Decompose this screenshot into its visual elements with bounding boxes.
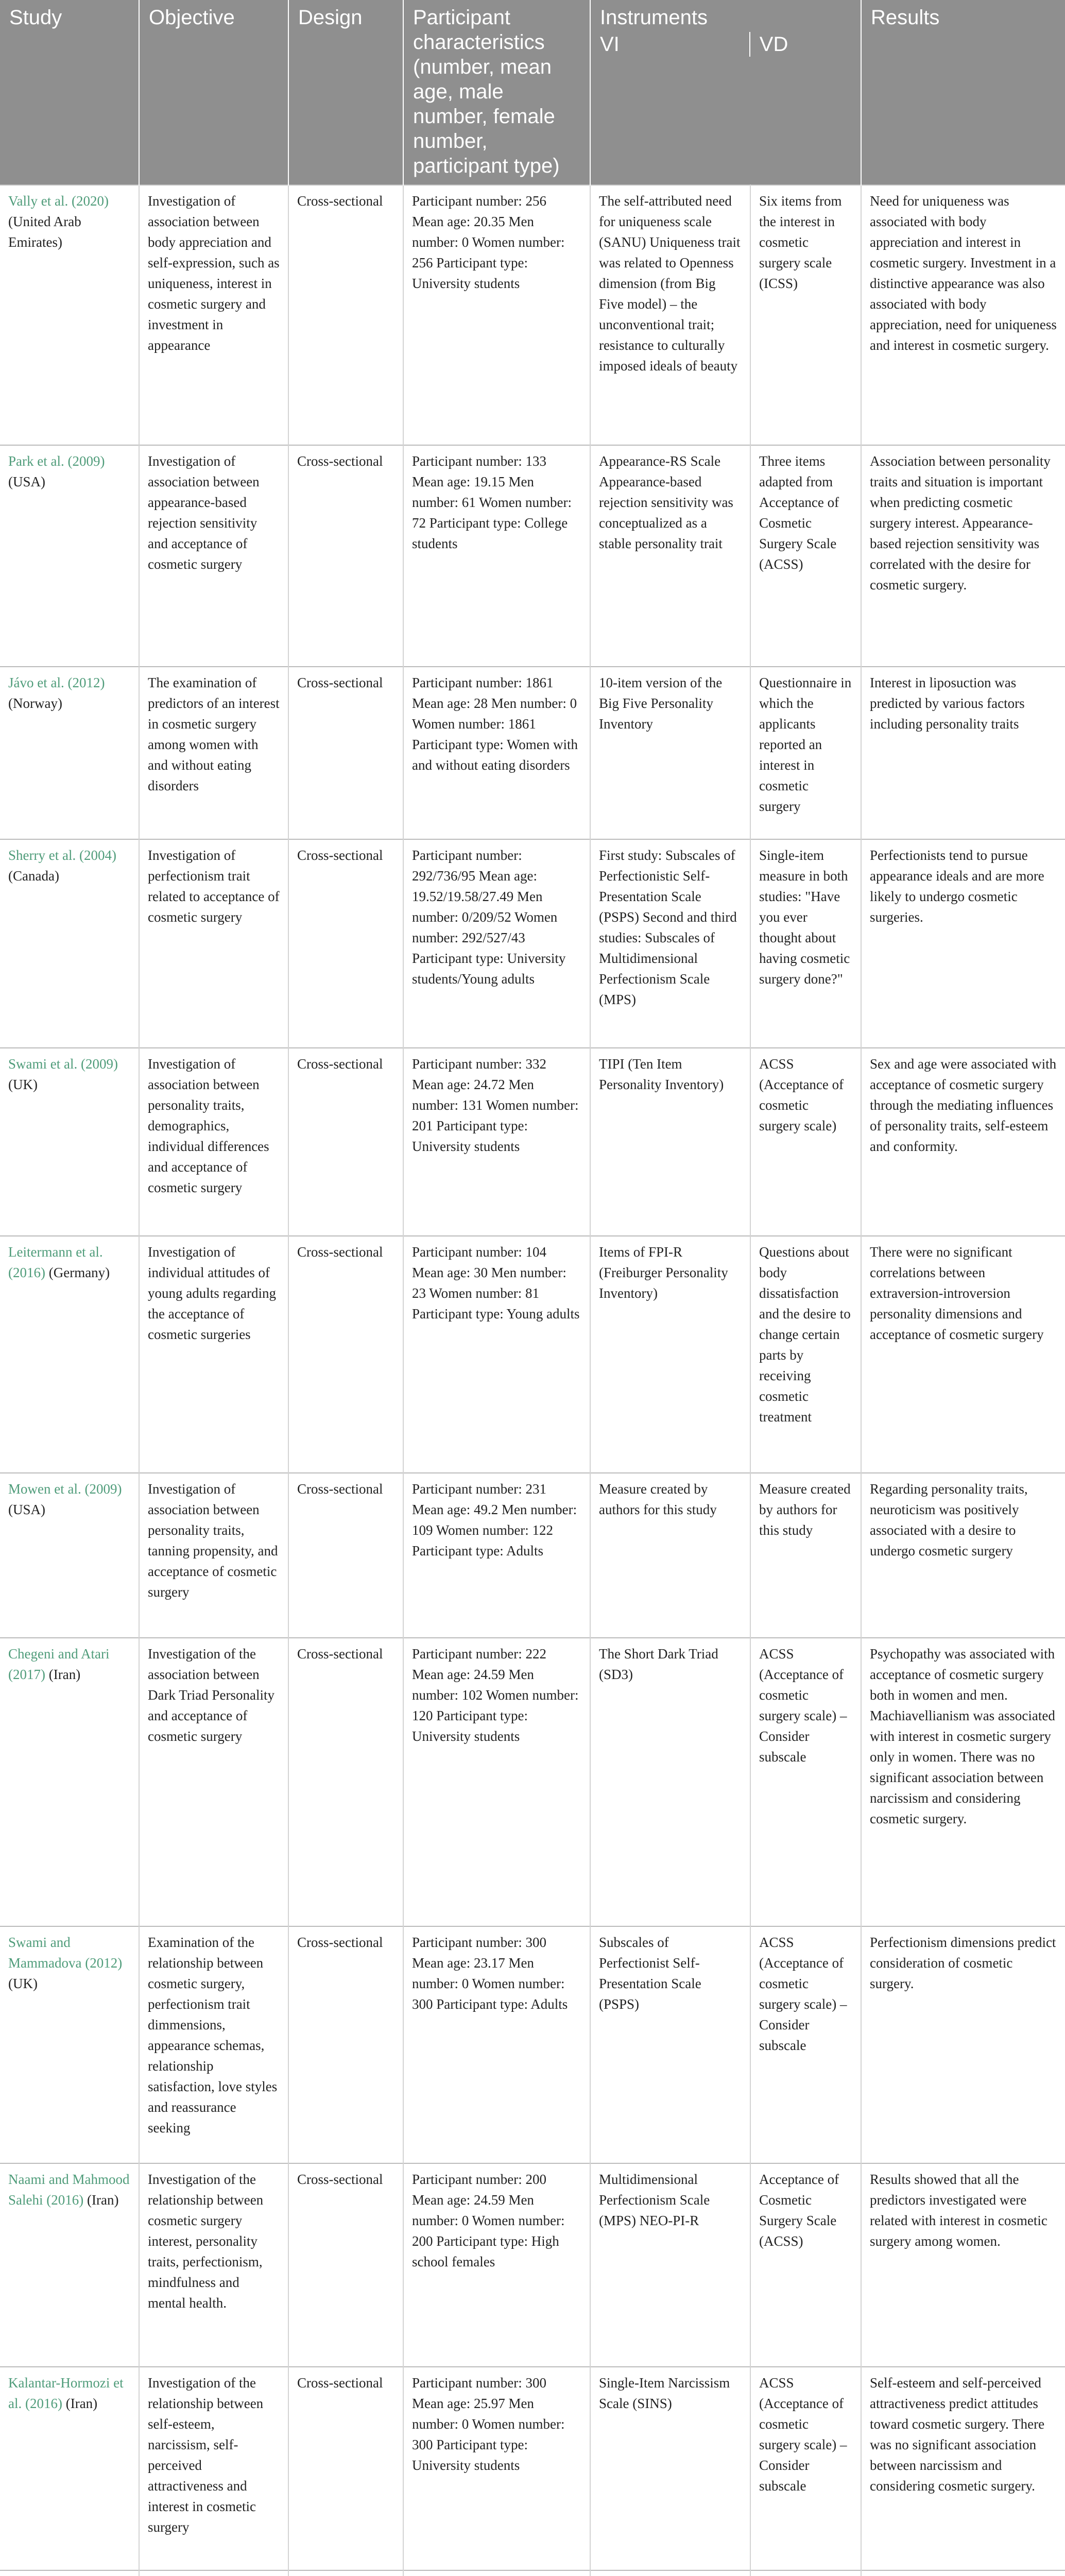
header-instruments xyxy=(590,0,861,185)
instrument-vd-cell: ACSS (Acceptance of cosmetic surgery scale) xyxy=(750,1048,861,1236)
table-row xyxy=(0,1638,1065,1926)
study-reference-link[interactable]: Kalantar-Hormozi et al. (2016) xyxy=(8,2375,124,2411)
instrument-vd-cell: Three items adapted from Acceptance of Cosmetic Surgery Scale (ACSS) xyxy=(750,445,861,667)
instrument-vi-cell: Items of FPI-R (Freiburger Personality Inventory) xyxy=(590,1236,750,1473)
objective-cell: Investigation of association between personality traits, tanning propensity, and acceptance of cosmetic surgery xyxy=(139,1473,288,1638)
results-cell: Sex and age were associated with acceptance of cosmetic surgery through the mediating influences of personality traits, self-esteem and conformity. xyxy=(861,1048,1065,1236)
table-row xyxy=(0,2367,1065,2570)
table-row xyxy=(0,2163,1065,2367)
table-row xyxy=(0,1473,1065,1638)
results-cell: Interest in liposuction was predicted by various factors including personality traits xyxy=(861,667,1065,839)
instrument-vi-cell: The Short Dark Triad (SD3) xyxy=(590,1638,750,1926)
table-row xyxy=(0,667,1065,839)
study-cell xyxy=(0,1236,139,1473)
design-cell: Cross-sectional xyxy=(288,839,403,1048)
study-cell xyxy=(0,445,139,667)
results-cell xyxy=(861,2570,1065,2576)
study-cell xyxy=(0,2570,139,2576)
design-cell xyxy=(288,2570,403,2576)
instrument-vi-cell: Measure created by authors for this study xyxy=(590,1473,750,1638)
results-cell: Self-esteem and self-perceived attractiveness predict attitudes toward cosmetic surgery. There was no significant association between narcissism and considering cosmetic surgery. xyxy=(861,2367,1065,2570)
table-row xyxy=(0,185,1065,445)
participants-cell xyxy=(403,2570,590,2576)
participants-cell: Participant number: 292/736/95 Mean age: 19.52/19.58/27.49 Men number: 0/209/52 Women number: 292/527/43 Participant type: University students/Young adults xyxy=(403,839,590,1048)
objective-cell: Investigation of the association between Dark Triad Personality and acceptance of cosmetic surgery xyxy=(139,1638,288,1926)
study-country: (UK) xyxy=(8,1976,38,1991)
objective-cell: Investigation of association between personality traits, demographics, individual differences and acceptance of cosmetic surgery xyxy=(139,1048,288,1236)
study-cell xyxy=(0,2163,139,2367)
participants-cell: Participant number: 104 Mean age: 30 Men number: 23 Women number: 81 Participant type: Young adults xyxy=(403,1236,590,1473)
study-country: (Iran) xyxy=(48,1667,81,1682)
instrument-vd-cell: Questions about body dissatisfaction and the desire to change certain parts by receiving cosmetic treatment xyxy=(750,1236,861,1473)
instrument-vd-cell: Six items from the interest in cosmetic surgery scale (ICSS) xyxy=(750,185,861,445)
instrument-vi-cell: TIPI (Ten Item Personality Inventory) xyxy=(590,1048,750,1236)
results-cell: Psychopathy was associated with acceptance of cosmetic surgery both in women and men. Machiavellianism was associated with interest in cosmetic surgery only in women. There was no significant association between narcissism and considering cosmetic surgery. xyxy=(861,1638,1065,1926)
study-reference-link[interactable]: Naami and Mahmood Salehi (2016) xyxy=(8,2172,130,2208)
study-country: (Canada) xyxy=(8,868,59,884)
participants-cell: Participant number: 300 Mean age: 23.17 Men number: 0 Women number: 300 Participant type: Adults xyxy=(403,1926,590,2163)
table-row xyxy=(0,1048,1065,1236)
results-cell: Regarding personality traits, neuroticism was positively associated with a desire to undergo cosmetic surgery xyxy=(861,1473,1065,1638)
objective-cell: The examination of predictors of an interest in cosmetic surgery among women with and without eating disorders xyxy=(139,667,288,839)
design-cell: Cross-sectional xyxy=(288,1926,403,2163)
study-cell xyxy=(0,1048,139,1236)
objective-cell: Examination of the relationship between cosmetic surgery, perfectionism trait dimmensions, appearance schemas, relationship satisfaction, love styles and reassurance seeking xyxy=(139,1926,288,2163)
results-cell: Perfectionists tend to pursue appearance ideals and are more likely to undergo cosmetic surgeries. xyxy=(861,839,1065,1048)
instrument-vd-cell: Single-item measure in both studies: "Have you ever thought about having cosmetic surgery done?" xyxy=(750,839,861,1048)
participants-cell: Participant number: 231 Mean age: 49.2 Men number: 109 Women number: 122 Participant type: Adults xyxy=(403,1473,590,1638)
instrument-vd-cell: Acceptance of Cosmetic Surgery Scale (ACSS) xyxy=(750,2163,861,2367)
results-cell: Association between personality traits and situation is important when predicting cosmetic surgery interest. Appearance-based rejection sensitivity was correlated with the desire for cosmetic surgery. xyxy=(861,445,1065,667)
header-participants: Participant characteristics (number, mean age, male number, female number, participant type) xyxy=(403,0,590,185)
table-row xyxy=(0,1926,1065,2163)
study-country: (Iran) xyxy=(65,2396,98,2411)
study-reference-link[interactable]: Mowen et al. (2009) xyxy=(8,1481,122,1497)
study-cell xyxy=(0,1638,139,1926)
objective-cell: Investigation of the relationship between cosmetic surgery interest, personality traits, perfectionism, mindfulness and mental health. xyxy=(139,2163,288,2367)
instrument-vi-cell: Multidimensional Perfectionism Scale (MPS) NEO-PI-R xyxy=(590,2163,750,2367)
objective-cell: Investigation of the relationship between self-esteem, narcissism, self-perceived attractiveness and interest in cosmetic surgery xyxy=(139,2367,288,2570)
design-cell: Cross-sectional xyxy=(288,445,403,667)
instrument-vd-cell: Measure created by authors for this study xyxy=(750,1473,861,1638)
instrument-vd-cell: ACSS (Acceptance of cosmetic surgery scale) – Consider subscale xyxy=(750,2367,861,2570)
study-reference-link[interactable]: Sherry et al. (2004) xyxy=(8,848,116,863)
study-country: (Germany) xyxy=(48,1265,110,1280)
study-cell xyxy=(0,2367,139,2570)
objective-cell: Investigation of perfectionism trait related to acceptance of cosmetic surgery xyxy=(139,839,288,1048)
instrument-vd-cell: ACSS (Acceptance of cosmetic surgery scale) – Consider subscale xyxy=(750,1926,861,2163)
results-cell: Need for uniqueness was associated with body appreciation and interest in cosmetic surgery. Investment in a distinctive appearance was also associated with body appreciation, need for uniqueness and interest in cosmetic surgery. xyxy=(861,185,1065,445)
instrument-vi-cell: The self-attributed need for uniqueness scale (SANU) Uniqueness trait was related to Openness dimension (from Big Five model) – the unconventional trait; resistance to culturally imposed ideals of beauty xyxy=(590,185,750,445)
participants-cell: Participant number: 300 Mean age: 25.97 Men number: 0 Women number: 300 Participant type: University students xyxy=(403,2367,590,2570)
header-results: Results xyxy=(861,0,1065,185)
design-cell: Cross-sectional xyxy=(288,1638,403,1926)
study-country: (United Arab Emirates) xyxy=(8,214,81,250)
instrument-vi-cell: Appearance-RS Scale Appearance-based rejection sensitivity was conceptualized as a stable personality trait xyxy=(590,445,750,667)
design-cell: Cross-sectional xyxy=(288,667,403,839)
design-cell: Cross-sectional xyxy=(288,185,403,445)
study-cell xyxy=(0,667,139,839)
study-country: (USA) xyxy=(8,1502,45,1517)
header-vi: VI xyxy=(591,32,750,57)
study-country: (Norway) xyxy=(8,696,62,711)
table-header xyxy=(0,0,1065,185)
study-reference-link[interactable]: Park et al. (2009) xyxy=(8,453,105,469)
objective-cell: Investigation of association between appearance-based rejection sensitivity and acceptance of cosmetic surgery xyxy=(139,445,288,667)
header-objective: Objective xyxy=(139,0,288,185)
table-body xyxy=(0,185,1065,2576)
study-cell xyxy=(0,185,139,445)
instrument-vi-cell: Single-Item Narcissism Scale (SINS) xyxy=(590,2367,750,2570)
study-country: (USA) xyxy=(8,474,45,489)
instrument-vi-cell: First study: Subscales of Perfectionistic Self-Presentation Scale (PSPS) Second and third studies: Subscales of Multidimensional Perfectionism Scale (MPS) xyxy=(590,839,750,1048)
objective-cell xyxy=(139,2570,288,2576)
study-country: (Iran) xyxy=(87,2192,119,2208)
table-row xyxy=(0,445,1065,667)
participants-cell: Participant number: 133 Mean age: 19.15 Men number: 61 Women number: 72 Participant type: College students xyxy=(403,445,590,667)
instrument-vi-cell: Subscales of Perfectionist Self-Presentation Scale (PSPS) xyxy=(590,1926,750,2163)
participants-cell: Participant number: 222 Mean age: 24.59 Men number: 102 Women number: 120 Participant type: University students xyxy=(403,1638,590,1926)
instrument-vd-cell: ACSS (Acceptance of cosmetic surgery scale) – Consider subscale xyxy=(750,1638,861,1926)
design-cell: Cross-sectional xyxy=(288,2367,403,2570)
results-cell: There were no significant correlations between extraversion-introversion personality dimensions and acceptance of cosmetic surgery xyxy=(861,1236,1065,1473)
study-reference-link[interactable]: Leitermann et al. (2016) xyxy=(8,1244,103,1280)
instrument-vd-cell: Questionnaire in which the applicants reported an interest in cosmetic surgery xyxy=(750,667,861,839)
study-reference-link[interactable]: Swami and Mammadova (2012) xyxy=(8,1935,123,1971)
study-country: (UK) xyxy=(8,1077,38,1092)
participants-cell: Participant number: 200 Mean age: 24.59 Men number: 0 Women number: 200 Participant type: High school females xyxy=(403,2163,590,2367)
table-row xyxy=(0,1236,1065,1473)
instrument-vi-cell xyxy=(590,2570,750,2576)
instrument-vd-cell xyxy=(750,2570,861,2576)
participants-cell: Participant number: 332 Mean age: 24.72 Men number: 131 Women number: 201 Participant type: University students xyxy=(403,1048,590,1236)
participants-cell: Participant number: 1861 Mean age: 28 Men number: 0 Women number: 1861 Participant type: Women with and without eating disorders xyxy=(403,667,590,839)
design-cell: Cross-sectional xyxy=(288,1473,403,1638)
study-reference-link[interactable]: Chegeni and Atari (2017) xyxy=(8,1646,110,1682)
design-cell: Cross-sectional xyxy=(288,1048,403,1236)
results-cell: Results showed that all the predictors investigated were related with interest in cosmetic surgery among women. xyxy=(861,2163,1065,2367)
study-reference-link[interactable]: Vally et al. (2020) xyxy=(8,193,109,209)
study-reference-link[interactable]: Swami et al. (2009) xyxy=(8,1056,118,1072)
objective-cell: Investigation of association between body appreciation and self-expression, such as uniqueness, interest in cosmetic surgery and investment in appearance xyxy=(139,185,288,445)
instrument-vi-cell: 10-item version of the Big Five Personality Inventory xyxy=(590,667,750,839)
header-study: Study xyxy=(0,0,139,185)
study-cell xyxy=(0,839,139,1048)
table-row xyxy=(0,2570,1065,2576)
study-reference-link[interactable]: Jávo et al. (2012) xyxy=(8,675,105,690)
header-instruments-label: Instruments xyxy=(600,6,708,29)
results-cell: Perfectionism dimensions predict consideration of cosmetic surgery. xyxy=(861,1926,1065,2163)
study-cell xyxy=(0,1926,139,2163)
design-cell: Cross-sectional xyxy=(288,1236,403,1473)
design-cell: Cross-sectional xyxy=(288,2163,403,2367)
participants-cell: Participant number: 256 Mean age: 20.35 Men number: 0 Women number: 256 Participant type: University students xyxy=(403,185,590,445)
table-row xyxy=(0,839,1065,1048)
study-cell xyxy=(0,1473,139,1638)
header-vd: VD xyxy=(759,33,788,56)
header-design: Design xyxy=(288,0,403,185)
objective-cell: Investigation of individual attitudes of young adults regarding the acceptance of cosmetic surgeries xyxy=(139,1236,288,1473)
